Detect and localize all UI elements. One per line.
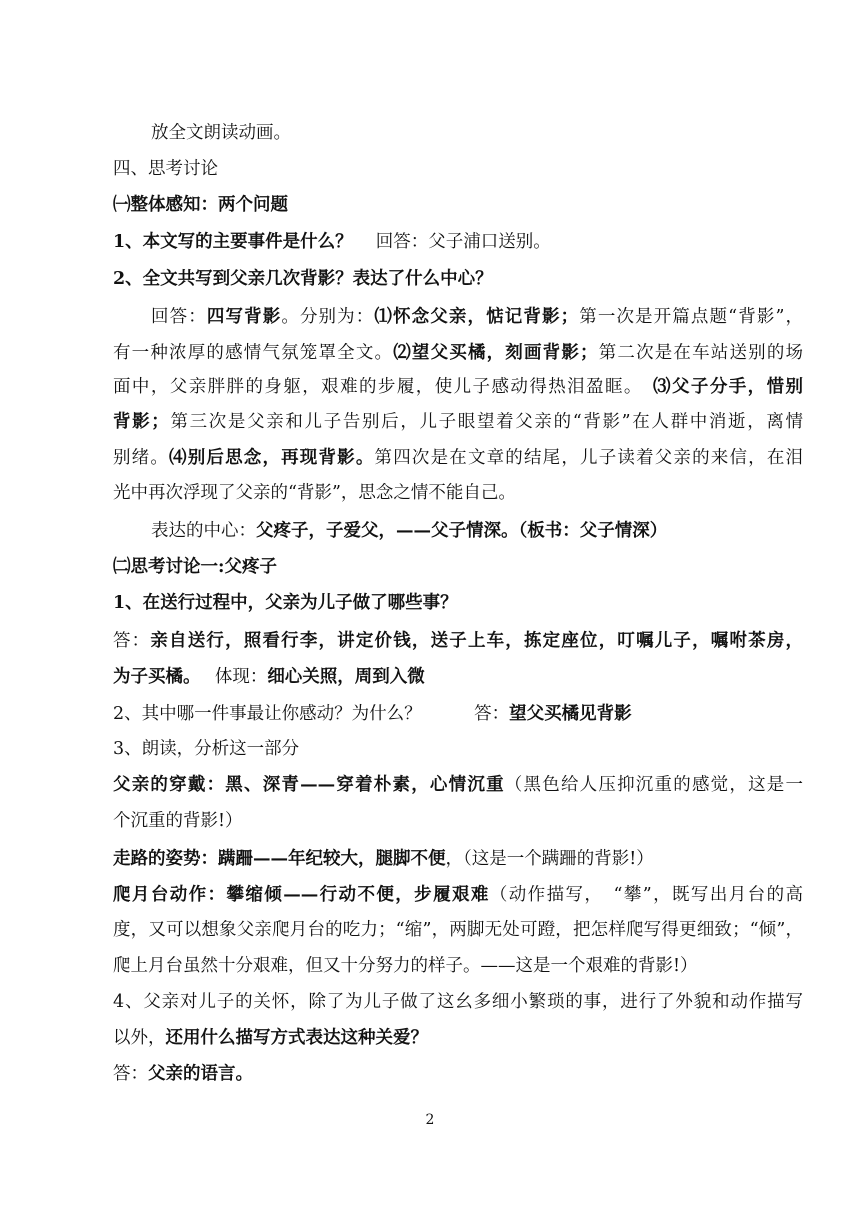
text-line [113,843,803,875]
bold-text: 1、本文写的主要事件是什么？ [113,232,353,252]
text-run: ，（这是一个蹒跚的背影!） [445,849,654,869]
text-run: 四、思考讨论 [113,159,218,179]
bold-text: 爬月台动作：攀缩倾——行动不便，步履艰难 [113,885,490,905]
text-run: 回答：父子浦口送别。 [352,232,551,252]
text-line [113,263,803,295]
bold-text: 走路的姿势：蹒跚——年纪较大，腿脚不便 [113,849,446,869]
text-run: 面中，父亲胖胖的身躯，艰难的步履，使儿子感动得热泪盈眶。 [113,377,654,397]
text-line [151,515,803,547]
text-run: 体现： [191,667,268,687]
text-run: 3、朗读，分析这一部分 [113,739,300,759]
bold-text: 1、在送行过程中，父亲为儿子做了哪些事？ [113,593,458,613]
text-line [113,698,803,730]
text-line [113,661,803,693]
text-run: 第二次是在车站送别的场 [597,343,803,363]
bold-text: 还用什么描写方式表达这种关爱？ [165,1028,428,1048]
text-run: 第四次是在文章的结尾，儿子读着父亲的来信，在泪 [374,448,803,468]
text-line [151,117,803,149]
text-line [113,879,803,911]
bold-text: 父亲的穿戴：黑、深青——穿着朴素，心情沉重 [113,775,505,795]
text-run: 爬上月台虽然十分艰难，但又十分努力的样子。——这是一个艰难的背影!） [113,956,698,976]
text-run: 。分别为： [281,307,375,327]
text-line [113,1022,803,1054]
bold-text: 细心关照，周到入微 [267,667,425,687]
text-run: 4、父亲对儿子的关怀，除了为儿子做了这幺多细小繁琐的事，进行了外貌和动作描写 [113,992,803,1012]
text-line [113,1058,803,1090]
text-run: 表达的中心： [151,521,256,541]
text-line [113,587,803,619]
text-line [151,301,803,333]
text-run: （动作描写， “攀”，既写出月台的高 [489,885,803,905]
text-line [113,477,803,509]
text-run: 个沉重的背影!） [113,811,243,831]
text-line [113,986,803,1018]
bold-text: ⑵望父买橘，刻画背影； [393,343,598,363]
bold-text: ⑴怀念父亲，惦记背影； [374,307,579,327]
text-run: 以外， [113,1028,166,1048]
text-line [113,914,803,946]
bold-text: ⑷别后思念，再现背影。 [169,448,375,468]
text-run: 光中再次浮现了父亲的“背影”，思念之情不能自己。 [113,483,516,503]
bold-text: 四写背影 [206,307,282,327]
text-line [113,226,803,258]
text-line [113,189,803,221]
text-line [113,805,803,837]
bold-text: ⑶父子分手，惜别 [653,377,803,397]
text-run: 别绪。 [113,448,170,468]
text-line [113,551,803,583]
text-line [113,769,803,801]
page-number: 2 [425,1112,435,1128]
text-run: 第一次是开篇点题“背影”， [578,307,803,327]
text-line [113,337,803,369]
bold-text: ㈠整体感知：两个问题 [113,195,288,215]
bold-text: 背影； [113,412,169,432]
text-run: 放全文朗读动画。 [151,123,291,143]
bold-text: 父亲的语言。 [148,1064,253,1084]
bold-text: 亲自送行，照看行李，讲定价钱，送子上车，拣定座位，叮嘱儿子，嘱咐茶房， [150,631,803,651]
text-line [113,442,803,474]
bold-text: 望父买橘见背影 [509,704,632,724]
bold-text: ㈡思考讨论一:父疼子 [113,557,277,577]
text-line [113,406,803,438]
text-run: 答： [113,1064,148,1084]
text-run: 回答： [151,307,207,327]
text-line [113,153,803,185]
text-line [113,950,803,982]
text-line [113,371,803,403]
text-line [113,625,803,657]
text-run: 有一种浓厚的感情气氛笼罩全文。 [113,343,394,363]
text-run: （黑色给人压抑沉重的感觉，这是一 [504,775,803,795]
bold-text: 为子买橘。 [113,667,192,687]
text-line [113,733,803,765]
text-run: 度，又可以想象父亲爬月台的吃力；“缩”，两脚无处可蹬，把怎样爬写得更细致；“倾”， [113,920,803,940]
text-run: 第三次是父亲和儿子告别后，儿子眼望着父亲的“背影”在人群中消逝，离情 [168,412,803,432]
text-run: 答： [113,631,151,651]
bold-text: 2、全文共写到父亲几次背影？表达了什么中心？ [113,269,493,289]
text-run: 2、其中哪一件事最让你感动？为什么？ 答： [113,704,510,724]
bold-text: 父疼子，子爱父，——父子情深。（板书：父子情深） [256,521,668,541]
